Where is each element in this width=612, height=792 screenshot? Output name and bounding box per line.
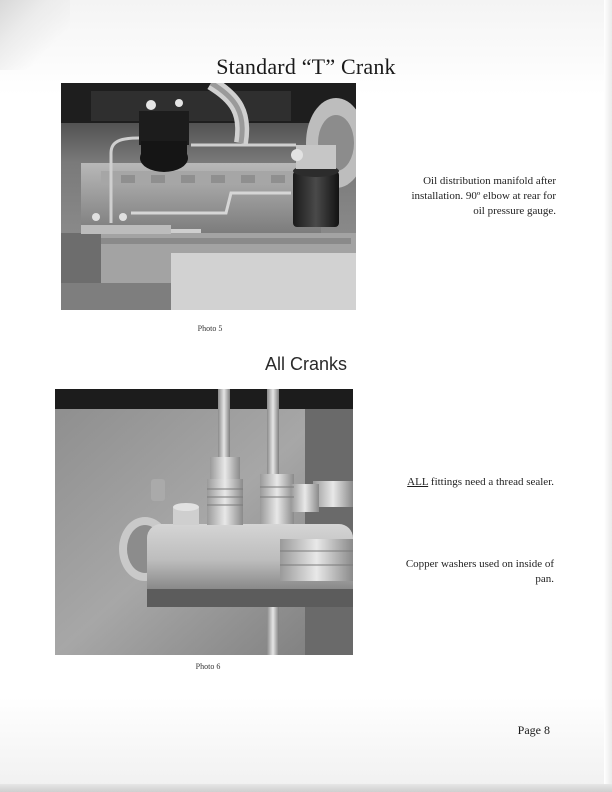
photo-engine-oil-manifold: [61, 83, 356, 310]
page-title: Standard “T” Crank: [216, 54, 396, 79]
photo-caption: Photo 5: [197, 324, 223, 333]
note-text: fittings need a thread sealer.: [428, 476, 554, 488]
section-heading: All Cranks: [264, 354, 348, 374]
emphasis-text: ALL: [407, 476, 429, 488]
scan-right-edge: [604, 0, 612, 792]
scan-corner-shadow: [0, 0, 70, 70]
photo-note: Oil distribution manifold after installation. 90º elbow at rear for oil pressure gauge.: [411, 175, 556, 217]
page-number: Page 8: [517, 723, 550, 737]
photo-manifold-fittings: [55, 389, 353, 655]
scan-bottom-edge: [0, 784, 612, 792]
photo-note: [400, 475, 554, 490]
photo-caption: Photo 6: [195, 662, 221, 671]
photo-note: Copper washers used on inside of pan.: [405, 558, 554, 585]
